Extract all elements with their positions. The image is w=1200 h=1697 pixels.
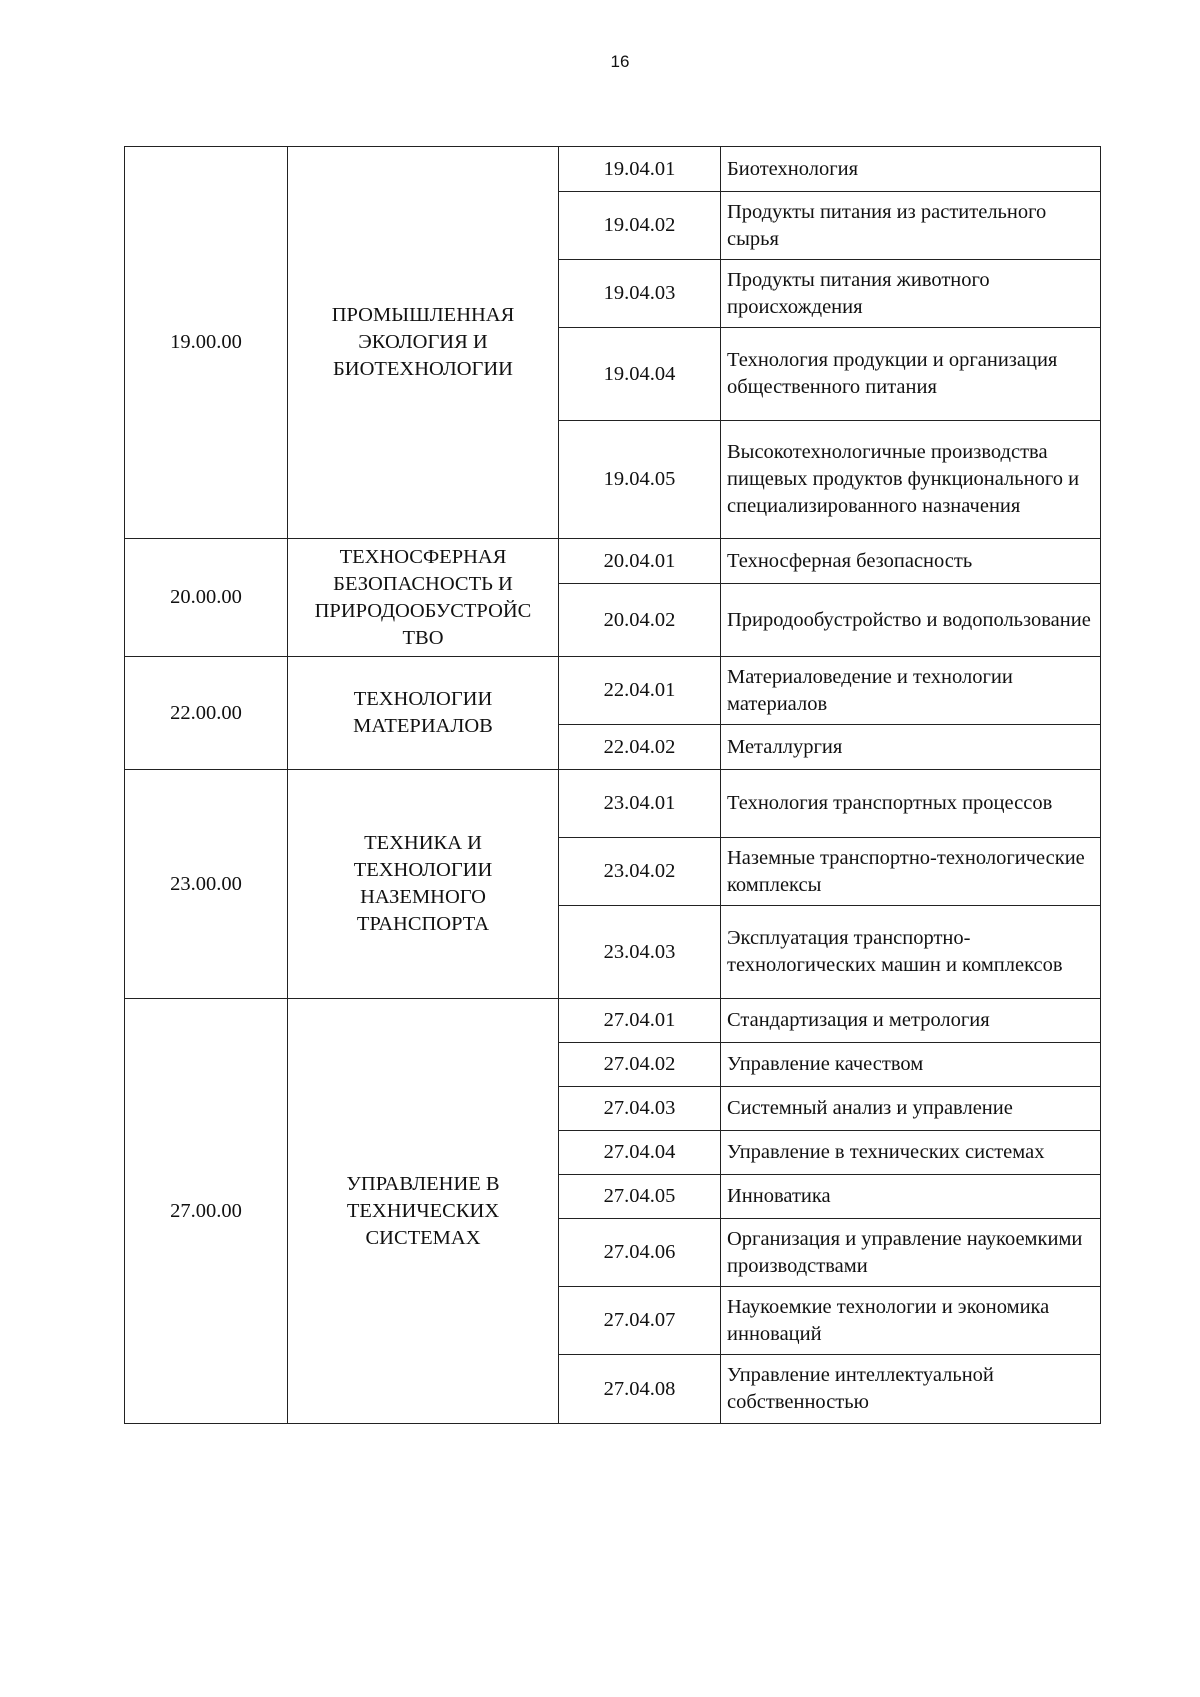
specialty-name: Наземные транспортно-технологические комплексы xyxy=(721,838,1101,906)
group-name-line: ПРОМЫШЛЕННАЯ xyxy=(331,304,515,326)
specialty-code: 22.04.01 xyxy=(559,657,721,725)
group-name-line: СИСТЕМАХ xyxy=(365,1226,481,1249)
specialty-name: Продукты питания из растительного сырья xyxy=(721,192,1101,260)
specialty-code: 22.04.02 xyxy=(559,725,721,770)
group-code: 19.00.00 xyxy=(125,147,288,539)
specialty-name: Управление интеллектуальной собственностью xyxy=(721,1355,1101,1424)
specialty-code: 20.04.02 xyxy=(559,584,721,657)
table-row xyxy=(125,539,1101,584)
specialty-name: Техносферная безопасность xyxy=(721,539,1101,584)
group-name xyxy=(288,657,559,770)
specialties-table-body xyxy=(125,147,1101,1424)
group-code: 20.00.00 xyxy=(125,539,288,657)
group-name-line: НАЗЕМНОГО xyxy=(360,886,486,908)
specialty-code: 27.04.03 xyxy=(559,1087,721,1131)
specialty-name: Продукты питания животного происхождения xyxy=(721,260,1101,328)
specialty-code: 19.04.01 xyxy=(559,147,721,192)
specialty-code: 27.04.02 xyxy=(559,1043,721,1087)
specialty-code: 20.04.01 xyxy=(559,539,721,584)
group-name-line: ТРАНСПОРТА xyxy=(356,913,490,935)
specialty-name: Инноватика xyxy=(721,1175,1101,1219)
specialty-name: Стандартизация и метрология xyxy=(721,999,1101,1043)
group-name xyxy=(288,999,559,1424)
specialty-code: 27.04.05 xyxy=(559,1175,721,1219)
group-name-line: ЭКОЛОГИЯ И xyxy=(358,331,488,353)
table-row xyxy=(125,770,1101,838)
specialty-name: Природообустройство и водопользование xyxy=(721,584,1101,657)
group-name-line: ТЕХНИЧЕСКИХ xyxy=(346,1199,500,1222)
specialty-code: 27.04.04 xyxy=(559,1131,721,1175)
specialty-code: 23.04.03 xyxy=(559,906,721,999)
specialty-code: 27.04.07 xyxy=(559,1287,721,1355)
group-name-line: ТЕХНИКА И xyxy=(364,832,482,854)
group-name-line: ПРИРОДООБУСТРОЙС xyxy=(314,599,532,622)
specialty-name: Системный анализ и управление xyxy=(721,1087,1101,1131)
specialty-code: 27.04.06 xyxy=(559,1219,721,1287)
group-name-line: УПРАВЛЕНИЕ В xyxy=(346,1172,500,1195)
specialty-name: Технология продукции и организация общественного питания xyxy=(721,328,1101,421)
specialty-name: Управление качеством xyxy=(721,1043,1101,1087)
group-name-line: БЕЗОПАСНОСТЬ И xyxy=(333,572,513,595)
specialty-code: 19.04.05 xyxy=(559,421,721,539)
specialty-code: 19.04.04 xyxy=(559,328,721,421)
specialty-name: Высокотехнологичные производства пищевых продуктов функционального и специализированного назначения xyxy=(721,421,1101,539)
specialty-name: Металлургия xyxy=(721,725,1101,770)
group-code: 23.00.00 xyxy=(125,770,288,999)
specialty-code: 23.04.02 xyxy=(559,838,721,906)
group-name-line: ТЕХНОСФЕРНАЯ xyxy=(339,545,507,568)
specialty-name: Биотехнология xyxy=(721,147,1101,192)
page-number: 16 xyxy=(610,52,630,71)
specialty-name: Технология транспортных процессов xyxy=(721,770,1101,838)
specialty-code: 23.04.01 xyxy=(559,770,721,838)
group-name-line: ТЕХНОЛОГИИ xyxy=(353,859,493,881)
group-name xyxy=(288,539,559,657)
specialty-code: 19.04.02 xyxy=(559,192,721,260)
specialties-table xyxy=(124,146,1101,1424)
specialty-code: 27.04.08 xyxy=(559,1355,721,1424)
group-name xyxy=(288,770,559,999)
specialty-name: Управление в технических системах xyxy=(721,1131,1101,1175)
group-code: 22.00.00 xyxy=(125,657,288,770)
specialty-name: Материаловедение и технологии материалов xyxy=(721,657,1101,725)
group-name-line: МАТЕРИАЛОВ xyxy=(353,715,493,737)
specialty-code: 27.04.01 xyxy=(559,999,721,1043)
table-row xyxy=(125,657,1101,725)
specialty-name: Наукоемкие технологии и экономика инноваций xyxy=(721,1287,1101,1355)
group-name-line: ТВО xyxy=(402,626,444,649)
group-name-line: ТЕХНОЛОГИИ xyxy=(353,688,493,710)
group-code: 27.00.00 xyxy=(125,999,288,1424)
specialty-code: 19.04.03 xyxy=(559,260,721,328)
table-row xyxy=(125,999,1101,1043)
specialty-name: Эксплуатация транспортно-технологических машин и комплексов xyxy=(721,906,1101,999)
specialty-name: Организация и управление наукоемкими производствами xyxy=(721,1219,1101,1287)
group-name-line: БИОТЕХНОЛОГИИ xyxy=(333,358,513,380)
table-row xyxy=(125,147,1101,192)
group-name xyxy=(288,147,559,539)
